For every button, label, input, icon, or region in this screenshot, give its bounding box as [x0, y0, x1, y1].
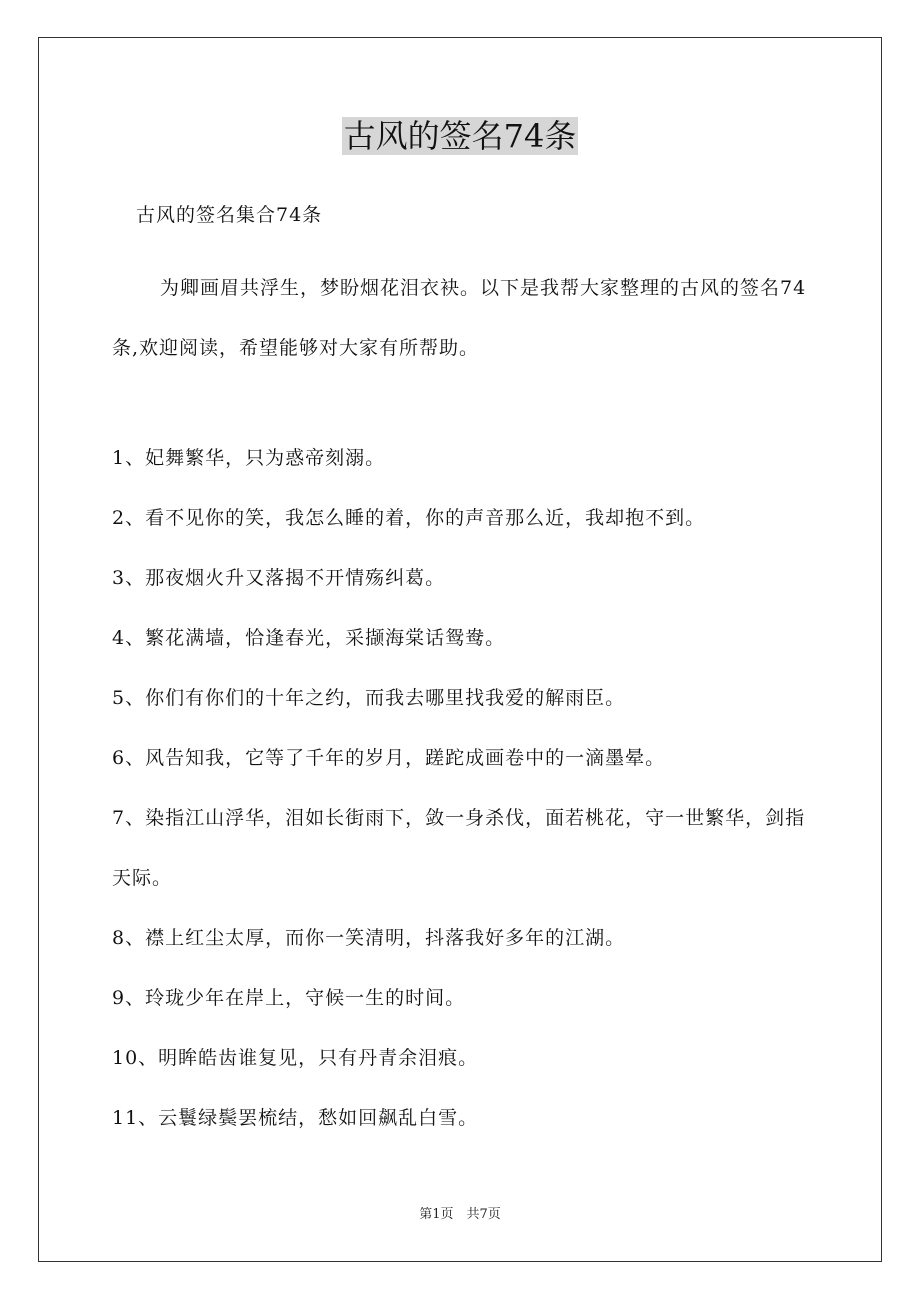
intro-paragraph: 为卿画眉共浮生，梦盼烟花泪衣袂。以下是我帮大家整理的古风的签名74条,欢迎阅读，希望能够对大家有所帮助。: [112, 277, 807, 359]
list-item: 8、襟上红尘太厚，而你一笑清明，抖落我好多年的江湖。: [112, 927, 626, 949]
document-title: [0, 114, 920, 158]
document-title-text: 古风的签名74条: [343, 117, 577, 155]
document-subtitle: 古风的签名集合74条: [136, 204, 323, 226]
list-item: 5、你们有你们的十年之约，而我去哪里找我爱的解雨臣。: [112, 687, 626, 709]
list-item: 2、看不见你的笑，我怎么睡的着，你的声音那么近，我却抱不到。: [112, 507, 706, 529]
list-item: 7、染指江山浮华，泪如长街雨下，敛一身杀伐，面若桃花，守一世繁华，剑指天际。: [112, 807, 806, 889]
list-item: 1、妃舞繁华，只为惑帝刻溺。: [112, 447, 386, 469]
list-item: 6、风告知我，它等了千年的岁月，蹉跎成画卷中的一滴墨晕。: [112, 747, 666, 769]
signature-list: [112, 428, 812, 1148]
list-item: 4、繁花满墙，恰逢春光，采撷海棠话鸳鸯。: [112, 627, 506, 649]
list-item: 10、明眸皓齿谁复见，只有丹青余泪痕。: [112, 1047, 479, 1069]
list-item: 11、云鬟绿鬓罢梳结，愁如回飙乱白雪。: [112, 1107, 479, 1129]
list-item: 3、那夜烟火升又落揭不开情殇纠葛。: [112, 567, 446, 589]
page-footer: 第1页 共7页: [419, 1207, 501, 1222]
list-item: 9、玲珑少年在岸上，守候一生的时间。: [112, 987, 466, 1009]
